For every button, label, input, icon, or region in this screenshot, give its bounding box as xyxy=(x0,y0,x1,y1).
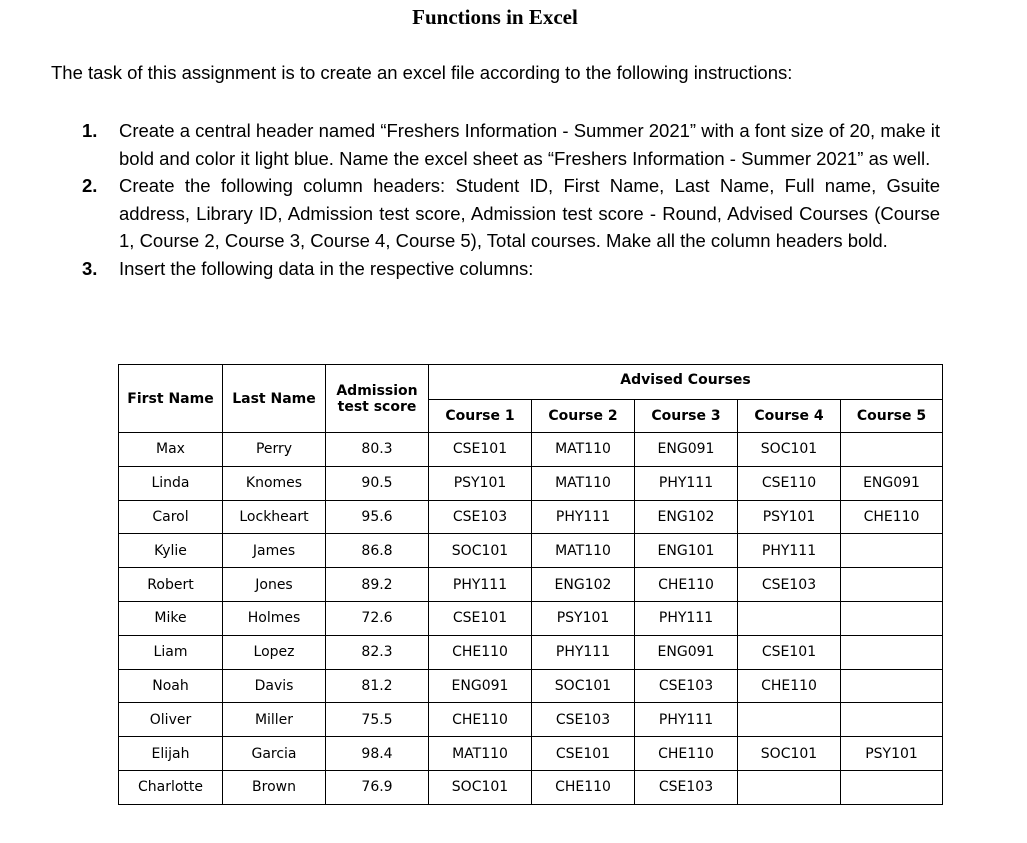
first-name-cell: Noah xyxy=(119,669,223,703)
admission-score-cell: 86.8 xyxy=(326,534,429,568)
course-5-cell: CHE110 xyxy=(841,500,943,534)
table-row xyxy=(119,601,943,635)
course-3-cell: ENG101 xyxy=(635,534,738,568)
course-2-cell: PHY111 xyxy=(532,635,635,669)
course-4-cell: CHE110 xyxy=(738,669,841,703)
course-3-cell: PHY111 xyxy=(635,601,738,635)
course-5-cell xyxy=(841,635,943,669)
course-3-cell: ENG102 xyxy=(635,500,738,534)
instruction-number: 1. xyxy=(82,120,98,141)
first-name-cell: Oliver xyxy=(119,703,223,737)
admission-score-cell: 90.5 xyxy=(326,466,429,500)
first-name-cell: Linda xyxy=(119,466,223,500)
last-name-cell: Perry xyxy=(223,433,326,467)
header-course-1: Course 1 xyxy=(429,400,532,433)
course-2-cell: ENG102 xyxy=(532,568,635,602)
course-4-cell: CSE101 xyxy=(738,635,841,669)
last-name-cell: Knomes xyxy=(223,466,326,500)
first-name-cell: Charlotte xyxy=(119,770,223,804)
header-course-5: Course 5 xyxy=(841,400,943,433)
course-4-cell: SOC101 xyxy=(738,737,841,771)
course-5-cell: ENG091 xyxy=(841,466,943,500)
course-5-cell xyxy=(841,601,943,635)
header-course-3: Course 3 xyxy=(635,400,738,433)
table-row xyxy=(119,568,943,602)
course-4-cell: CSE110 xyxy=(738,466,841,500)
first-name-cell: Elijah xyxy=(119,737,223,771)
course-5-cell xyxy=(841,770,943,804)
instruction-number: 3. xyxy=(82,257,98,279)
course-5-cell xyxy=(841,703,943,737)
course-5-cell xyxy=(841,669,943,703)
admission-score-cell: 82.3 xyxy=(326,635,429,669)
course-1-cell: SOC101 xyxy=(429,770,532,804)
table-row xyxy=(119,737,943,771)
instruction-text: Create a central header named “Freshers Information - Summer 2021” with a font size of 20, make it bold and color it light blue. Name the excel sheet as “Freshers Information - Summer 2021” as well. xyxy=(119,120,940,169)
last-name-cell: Lockheart xyxy=(223,500,326,534)
course-1-cell: CSE101 xyxy=(429,601,532,635)
header-course-4: Course 4 xyxy=(738,400,841,433)
admission-score-cell: 95.6 xyxy=(326,500,429,534)
table-row xyxy=(119,635,943,669)
table-row xyxy=(119,770,943,804)
course-2-cell: MAT110 xyxy=(532,466,635,500)
course-2-cell: CHE110 xyxy=(532,770,635,804)
first-name-cell: Robert xyxy=(119,568,223,602)
course-1-cell: MAT110 xyxy=(429,737,532,771)
course-2-cell: MAT110 xyxy=(532,534,635,568)
course-1-cell: CSE103 xyxy=(429,500,532,534)
course-5-cell xyxy=(841,568,943,602)
course-2-cell: CSE101 xyxy=(532,737,635,771)
first-name-cell: Liam xyxy=(119,635,223,669)
header-last-name: Last Name xyxy=(223,365,326,433)
course-2-cell: MAT110 xyxy=(532,433,635,467)
first-name-cell: Max xyxy=(119,433,223,467)
intro-paragraph: The task of this assignment is to create an excel file according to the following instructions: xyxy=(51,62,793,83)
course-3-cell: ENG091 xyxy=(635,433,738,467)
header-advised-courses: Advised Courses xyxy=(429,365,943,400)
course-4-cell xyxy=(738,601,841,635)
course-4-cell xyxy=(738,770,841,804)
course-4-cell: PHY111 xyxy=(738,534,841,568)
admission-score-cell: 81.2 xyxy=(326,669,429,703)
course-4-cell: PSY101 xyxy=(738,500,841,534)
instruction-number: 2. xyxy=(82,175,98,197)
course-3-cell: PHY111 xyxy=(635,703,738,737)
header-first-name: First Name xyxy=(119,365,223,433)
table-body xyxy=(119,433,943,805)
course-1-cell: CHE110 xyxy=(429,635,532,669)
last-name-cell: Brown xyxy=(223,770,326,804)
instruction-item xyxy=(82,255,940,283)
last-name-cell: Garcia xyxy=(223,737,326,771)
instruction-list xyxy=(82,117,940,283)
last-name-cell: Lopez xyxy=(223,635,326,669)
header-admission-test-score: Admission test score xyxy=(326,365,429,433)
course-3-cell: PHY111 xyxy=(635,466,738,500)
course-2-cell: CSE103 xyxy=(532,703,635,737)
course-3-cell: CSE103 xyxy=(635,669,738,703)
instruction-item xyxy=(82,172,940,255)
course-2-cell: SOC101 xyxy=(532,669,635,703)
admission-score-cell: 76.9 xyxy=(326,770,429,804)
course-1-cell: CHE110 xyxy=(429,703,532,737)
course-1-cell: PSY101 xyxy=(429,466,532,500)
admission-score-cell: 98.4 xyxy=(326,737,429,771)
course-1-cell: ENG091 xyxy=(429,669,532,703)
table-row xyxy=(119,703,943,737)
instruction-text: Create the following column headers: Student ID, First Name, Last Name, Full name, Gsuite address, Library ID, Admission test score, Admission test score - Round, Advised Courses (Course 1, Course 2, Course 3, Course 4, Course 5), Total courses. Make all the column headers bold. xyxy=(119,175,940,252)
course-5-cell: PSY101 xyxy=(841,737,943,771)
course-4-cell xyxy=(738,703,841,737)
student-data-table xyxy=(118,364,943,805)
table-row xyxy=(119,500,943,534)
course-4-cell: SOC101 xyxy=(738,433,841,467)
course-2-cell: PSY101 xyxy=(532,601,635,635)
page-title: Functions in Excel xyxy=(412,5,578,29)
instruction-item xyxy=(82,117,940,172)
course-1-cell: CSE101 xyxy=(429,433,532,467)
course-1-cell: SOC101 xyxy=(429,534,532,568)
first-name-cell: Mike xyxy=(119,601,223,635)
table-row xyxy=(119,466,943,500)
course-3-cell: CHE110 xyxy=(635,737,738,771)
admission-score-cell: 72.6 xyxy=(326,601,429,635)
last-name-cell: Davis xyxy=(223,669,326,703)
header-course-2: Course 2 xyxy=(532,400,635,433)
last-name-cell: James xyxy=(223,534,326,568)
admission-score-cell: 75.5 xyxy=(326,703,429,737)
last-name-cell: Jones xyxy=(223,568,326,602)
course-5-cell xyxy=(841,534,943,568)
admission-score-cell: 80.3 xyxy=(326,433,429,467)
first-name-cell: Kylie xyxy=(119,534,223,568)
instruction-text: Insert the following data in the respective columns: xyxy=(119,257,534,279)
course-1-cell: PHY111 xyxy=(429,568,532,602)
course-3-cell: CHE110 xyxy=(635,568,738,602)
course-3-cell: ENG091 xyxy=(635,635,738,669)
last-name-cell: Miller xyxy=(223,703,326,737)
course-4-cell: CSE103 xyxy=(738,568,841,602)
table-row xyxy=(119,534,943,568)
admission-score-cell: 89.2 xyxy=(326,568,429,602)
course-3-cell: CSE103 xyxy=(635,770,738,804)
table-row xyxy=(119,433,943,467)
last-name-cell: Holmes xyxy=(223,601,326,635)
course-2-cell: PHY111 xyxy=(532,500,635,534)
first-name-cell: Carol xyxy=(119,500,223,534)
course-5-cell xyxy=(841,433,943,467)
table-row xyxy=(119,669,943,703)
